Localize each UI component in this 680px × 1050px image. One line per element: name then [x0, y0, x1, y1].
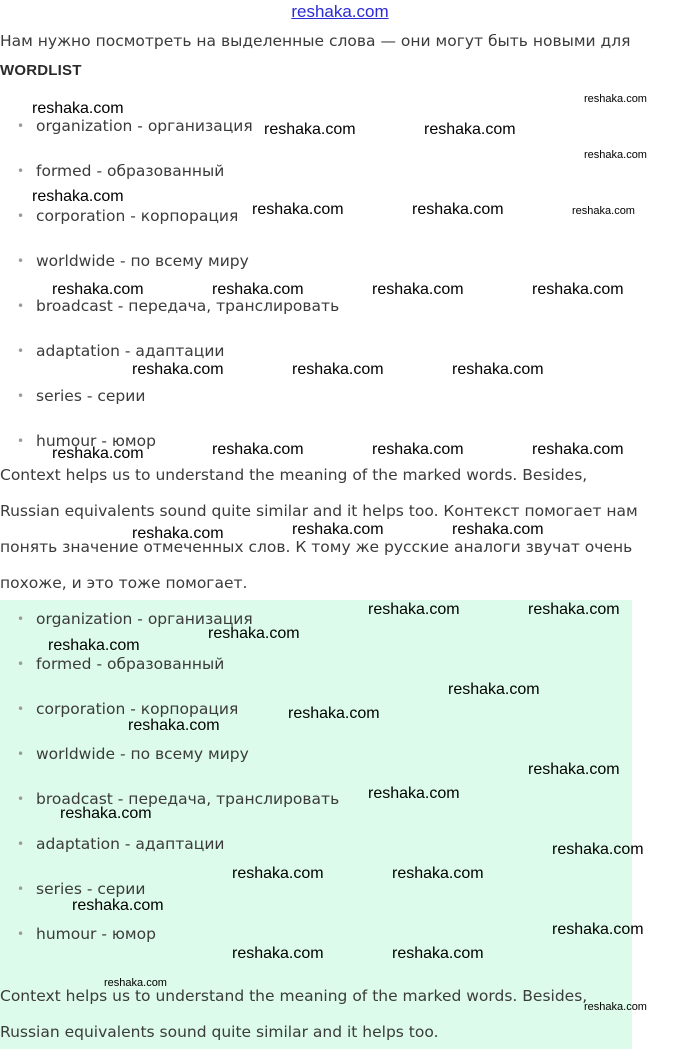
watermark: reshaka.com: [32, 188, 124, 205]
watermark: reshaka.com: [448, 681, 540, 698]
watermark: reshaka.com: [528, 761, 620, 778]
list-item: • broadcast - передача, транслировать: [17, 297, 340, 315]
list-item: • series - серии: [17, 387, 146, 405]
paragraph-line: Context helps us to understand the meaning of the marked words. Besides,: [0, 466, 588, 484]
bullet-icon: •: [17, 434, 25, 448]
list-item: • organization - организация: [17, 610, 253, 628]
watermark: reshaka.com: [532, 441, 624, 458]
watermark: reshaka.com: [132, 525, 224, 542]
watermark: reshaka.com: [292, 361, 384, 378]
watermark: reshaka.com: [132, 361, 224, 378]
site-link[interactable]: reshaka.com: [291, 2, 389, 21]
bullet-icon: •: [17, 389, 25, 403]
watermark: reshaka.com: [52, 281, 144, 298]
watermark: reshaka.com: [584, 149, 647, 161]
watermark: reshaka.com: [264, 121, 356, 138]
bullet-icon: •: [17, 792, 25, 806]
watermark: reshaka.com: [104, 977, 167, 989]
watermark: reshaka.com: [528, 601, 620, 618]
answer-paragraph: [0, 978, 675, 1050]
watermark: reshaka.com: [292, 521, 384, 538]
bullet-icon: •: [17, 747, 25, 761]
list-item: • corporation - корпорация: [17, 700, 239, 718]
watermark: reshaka.com: [212, 281, 304, 298]
watermark: reshaka.com: [452, 361, 544, 378]
watermark: reshaka.com: [252, 201, 344, 218]
bullet-icon: •: [17, 119, 25, 133]
watermark: reshaka.com: [232, 865, 324, 882]
watermark: reshaka.com: [212, 441, 304, 458]
bullet-icon: •: [17, 612, 25, 626]
list-item: • series - серии: [17, 880, 146, 898]
list-item: • adaptation - адаптации: [17, 835, 225, 853]
watermark: reshaka.com: [532, 281, 624, 298]
watermark: reshaka.com: [128, 717, 220, 734]
watermark: reshaka.com: [368, 601, 460, 618]
watermark: reshaka.com: [584, 93, 647, 105]
watermark: reshaka.com: [368, 785, 460, 802]
watermark: reshaka.com: [52, 445, 144, 462]
watermark: reshaka.com: [552, 921, 644, 938]
paragraph-line: Russian equivalents sound quite similar and it helps too.: [0, 1023, 439, 1041]
bullet-icon: •: [17, 344, 25, 358]
watermark: reshaka.com: [392, 865, 484, 882]
watermark: reshaka.com: [48, 637, 140, 654]
watermark: reshaka.com: [424, 121, 516, 138]
bullet-icon: •: [17, 254, 25, 268]
list-item: • worldwide - по всему миру: [17, 252, 249, 270]
watermark: reshaka.com: [208, 625, 300, 642]
watermark: reshaka.com: [372, 441, 464, 458]
bullet-icon: •: [17, 164, 25, 178]
bullet-icon: •: [17, 657, 25, 671]
watermark: reshaka.com: [584, 1001, 647, 1013]
bullet-icon: •: [17, 927, 25, 941]
bullet-icon: •: [17, 882, 25, 896]
watermark: reshaka.com: [572, 205, 635, 217]
wordlist-heading: WORDLIST: [0, 62, 82, 79]
list-item: • formed - образованный: [17, 655, 225, 673]
list-item: • adaptation - адаптации: [17, 342, 225, 360]
bullet-icon: •: [17, 209, 25, 223]
intro-text: Нам нужно посмотреть на выделенные слова — они могут быть новыми для: [0, 32, 631, 50]
list-item: • organization - организация: [17, 117, 253, 135]
list-item: • formed - образованный: [17, 162, 225, 180]
paragraph-line: Context helps us to understand the meaning of the marked words. Besides,: [0, 987, 588, 1005]
site-header: [0, 0, 680, 24]
bullet-icon: •: [17, 837, 25, 851]
paragraph-line: Russian equivalents sound quite similar and it helps too. Контекст помогает нам: [0, 502, 638, 520]
watermark: reshaka.com: [288, 705, 380, 722]
list-item: • corporation - корпорация: [17, 207, 239, 225]
list-item: • humour - юмор: [17, 925, 156, 943]
watermark: reshaka.com: [412, 201, 504, 218]
list-item: • worldwide - по всему миру: [17, 745, 249, 763]
list-item: • humour - юмор: [17, 432, 156, 450]
bullet-icon: •: [17, 299, 25, 313]
watermark: reshaka.com: [452, 521, 544, 538]
watermark: reshaka.com: [72, 897, 164, 914]
watermark: reshaka.com: [60, 805, 152, 822]
watermark: reshaka.com: [32, 100, 124, 117]
watermark: reshaka.com: [232, 945, 324, 962]
paragraph-line: похоже, и это тоже помогает.: [0, 574, 248, 592]
watermark: reshaka.com: [372, 281, 464, 298]
bullet-icon: •: [17, 702, 25, 716]
watermark: reshaka.com: [552, 841, 644, 858]
watermark: reshaka.com: [392, 945, 484, 962]
list-item: • broadcast - передача, транслировать: [17, 790, 340, 808]
paragraph-line: понять значение отмеченных слов. К тому же русские аналоги звучат очень: [0, 538, 633, 556]
